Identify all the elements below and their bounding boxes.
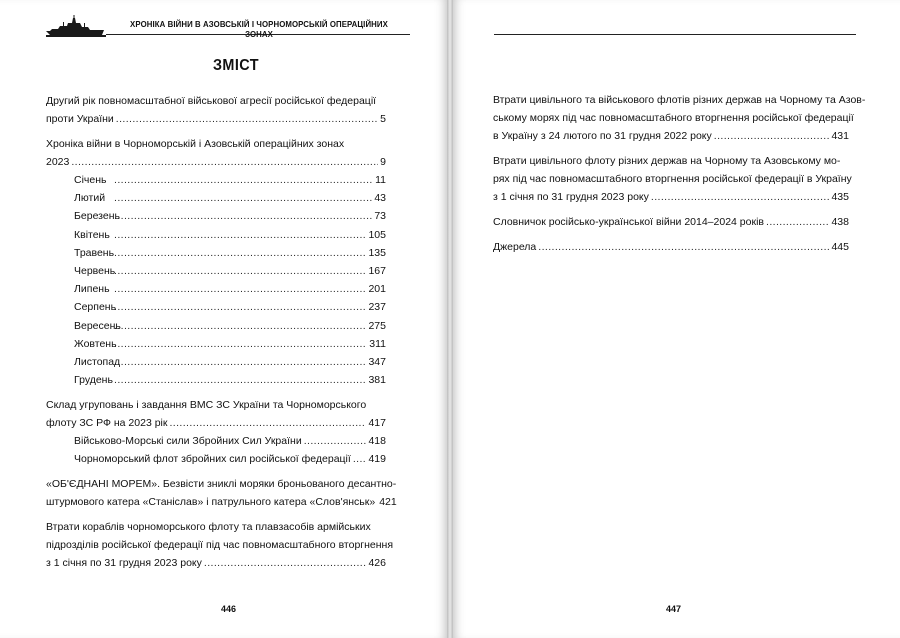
toc-entry[interactable] <box>493 213 849 231</box>
toc-entry[interactable] <box>46 518 394 572</box>
dot-leader <box>766 213 829 231</box>
toc-entry[interactable] <box>46 450 386 468</box>
toc-entry-lastline <box>493 127 849 145</box>
toc-entry-text: з 1 січня по 31 грудня 2023 року <box>46 557 202 570</box>
toc-entry-lastline <box>74 298 386 316</box>
toc-entry-lastline <box>46 414 386 432</box>
dot-leader <box>114 226 366 244</box>
toc-entry[interactable] <box>46 207 386 225</box>
toc-entry[interactable] <box>46 353 386 371</box>
toc-page-number: 381 <box>368 374 386 387</box>
dot-leader <box>114 262 366 280</box>
dot-leader <box>71 153 378 171</box>
toc-entry-line: «ОБ'ЄДНАНІ МОРЕМ». Безвісти зниклі моряки броньованого десантно- <box>46 478 397 491</box>
toc-title: ЗМІСТ <box>212 57 260 74</box>
toc-entry-text: Лютий <box>74 192 106 205</box>
toc-entry-lastline <box>74 335 386 353</box>
toc-entry[interactable] <box>46 317 386 335</box>
toc-entry-text: Квітень <box>74 228 110 241</box>
dot-leader <box>114 335 367 353</box>
dot-leader <box>304 432 367 450</box>
toc-entry[interactable] <box>493 91 866 145</box>
toc-page-number: 9 <box>380 156 386 168</box>
toc-page-number: 5 <box>380 113 386 125</box>
toc-entry-text: штурмового катера «Станіслав» і патрульного катера «Слов'янськ» <box>46 496 376 509</box>
toc-page-number: 418 <box>368 435 386 448</box>
dot-leader <box>353 450 367 468</box>
toc-entry-lastline <box>74 371 386 389</box>
toc-page-number: 445 <box>831 241 849 253</box>
toc-entry[interactable] <box>46 475 397 511</box>
dot-leader <box>114 353 366 371</box>
toc-entry-lastline <box>46 110 386 128</box>
toc-entry-text: Травень <box>74 246 115 259</box>
dot-leader <box>114 189 372 207</box>
toc-entry-text: 2023 <box>46 156 70 168</box>
toc-entry-text: проти України <box>46 113 114 125</box>
toc-entry-lastline <box>74 280 386 298</box>
toc-entry[interactable] <box>46 280 386 298</box>
toc-page-number: 438 <box>831 216 849 228</box>
toc-entry-line: Втрати цивільного флоту різних держав на Чорному та Азовському мо- <box>493 155 841 167</box>
dot-leader <box>114 244 366 262</box>
toc-entry-line: Втрати цивільного та військового флотів різних держав на Чорному та Азов- <box>493 94 866 106</box>
right-header-rule <box>494 34 856 35</box>
toc-page-number: 43 <box>374 192 386 205</box>
toc-page-number: 311 <box>369 337 386 350</box>
toc-page-number: 135 <box>368 246 386 259</box>
toc-page-number: 417 <box>368 417 386 430</box>
toc-page-number: 275 <box>368 319 386 332</box>
toc-entry-lastline <box>493 213 849 231</box>
toc-entry-text: Чорноморський флот збройних сил російської федерації <box>74 453 351 466</box>
toc-entry-lastline <box>74 353 386 371</box>
dot-leader <box>114 171 373 189</box>
warship-logo-icon <box>46 14 106 38</box>
toc-entry-lastline <box>74 244 386 262</box>
toc-page-number: 431 <box>831 130 849 142</box>
toc-page-number: 419 <box>368 453 386 466</box>
toc-entry-text: Джерела <box>493 241 537 253</box>
running-header <box>46 14 410 39</box>
toc-entry-lastline <box>46 493 397 511</box>
toc-entry-text: флоту ЗС РФ на 2023 рік <box>46 417 168 430</box>
toc-entry[interactable] <box>46 432 386 450</box>
dot-leader <box>114 371 366 389</box>
toc-entry-text: Серпень <box>74 301 117 314</box>
toc-page-number: 105 <box>368 228 386 241</box>
dot-leader <box>169 414 366 432</box>
toc-entry-text: Липень <box>74 283 110 296</box>
toc-entry-lastline <box>74 432 386 450</box>
dot-leader <box>538 238 829 256</box>
toc-page-number: 201 <box>368 283 386 296</box>
toc-entry-text: Грудень <box>74 374 113 387</box>
toc-entry-lastline <box>74 450 386 468</box>
toc-entry-lastline <box>74 189 386 207</box>
toc-page-number: 73 <box>374 210 386 223</box>
toc-entry-text: в Україну з 24 лютого по 31 грудня 2022 року <box>493 130 712 142</box>
toc-entry[interactable] <box>46 92 386 128</box>
toc-entry-lastline <box>74 226 386 244</box>
toc-entry-text: Жовтень <box>74 337 117 350</box>
toc-entry[interactable] <box>46 226 386 244</box>
dot-leader <box>114 317 366 335</box>
toc-entry[interactable] <box>46 335 386 353</box>
dot-leader <box>114 207 372 225</box>
toc-page-number: 435 <box>831 191 849 203</box>
toc-entry[interactable] <box>46 189 386 207</box>
toc-page-number: 11 <box>375 174 386 186</box>
dot-leader <box>114 280 366 298</box>
toc-entry-lastline <box>46 554 386 572</box>
toc-entry[interactable] <box>46 244 386 262</box>
toc-entry[interactable] <box>46 396 386 432</box>
toc-entry-lastline <box>46 153 386 171</box>
toc-page-number: 347 <box>368 355 386 368</box>
toc-entry[interactable] <box>46 298 386 316</box>
dot-leader <box>714 127 830 145</box>
toc-entry-lastline <box>74 207 386 225</box>
toc-entry-text: Березень <box>74 210 120 223</box>
running-header-title: ХРОНІКА ВІЙНИ В АЗОВСЬКІЙ І ЧОРНОМОРСЬКІЙ ОПЕРАЦІЙНИХ ЗОНАХ <box>130 19 388 39</box>
toc-entry-line: ському морях під час повномасштабного вторгнення російської федерації <box>493 112 854 124</box>
toc-entry-text: Червень <box>74 264 116 277</box>
toc-page-number: 426 <box>368 557 386 570</box>
toc-entry[interactable] <box>46 262 386 280</box>
toc-entry-lastline <box>493 238 849 256</box>
toc-entry[interactable] <box>46 371 386 389</box>
toc-page-number: 421 <box>379 496 397 509</box>
toc-entry-line: Втрати кораблів чорноморського флоту та плавзасобів армійських <box>46 521 371 534</box>
toc-entry-text: з 1 січня по 31 грудня 2023 року <box>493 191 649 203</box>
page-number-left: 446 <box>221 604 237 614</box>
toc-entry-lastline <box>74 317 386 335</box>
toc-entry-text: Січень <box>74 174 107 186</box>
toc-right-column <box>493 91 866 263</box>
toc-entry-text: Військово-Морські сили Збройних Сил України <box>74 435 302 448</box>
toc-entry-text: Словничок російсько-української війни 2014–2024 років <box>493 216 764 228</box>
dot-leader <box>204 554 367 572</box>
toc-entry-lastline <box>493 188 849 206</box>
toc-entry-text: Листопад <box>74 355 121 368</box>
toc-entry-line: Склад угруповань і завдання ВМС ЗС України та Чорноморського <box>46 399 367 412</box>
dot-leader <box>116 110 378 128</box>
toc-entry-line: рях під час повномасштабного вторгнення російської федерації в Україну <box>493 173 852 185</box>
page-number-right: 447 <box>666 604 682 614</box>
toc-entry-line: Хроніка війни в Чорноморській і Азовській операційних зонах <box>46 138 345 150</box>
toc-entry[interactable] <box>493 238 849 256</box>
toc-entry-line: підрозділів російської федерації під час повномасштабного вторгнення <box>46 539 394 552</box>
dot-leader <box>114 298 366 316</box>
toc-entry[interactable] <box>46 135 386 171</box>
toc-left-column <box>46 92 397 579</box>
toc-entry-text: Вересень <box>74 319 121 332</box>
toc-entry-lastline <box>74 262 386 280</box>
toc-page-number: 167 <box>368 264 386 277</box>
toc-entry-line: Другий рік повномасштабної військової агресії російської федерації <box>46 95 377 107</box>
dot-leader <box>651 188 830 206</box>
toc-page-number: 237 <box>368 301 386 314</box>
toc-entry-lastline <box>74 171 386 189</box>
toc-entry[interactable] <box>493 152 852 206</box>
toc-entry[interactable] <box>46 171 386 189</box>
